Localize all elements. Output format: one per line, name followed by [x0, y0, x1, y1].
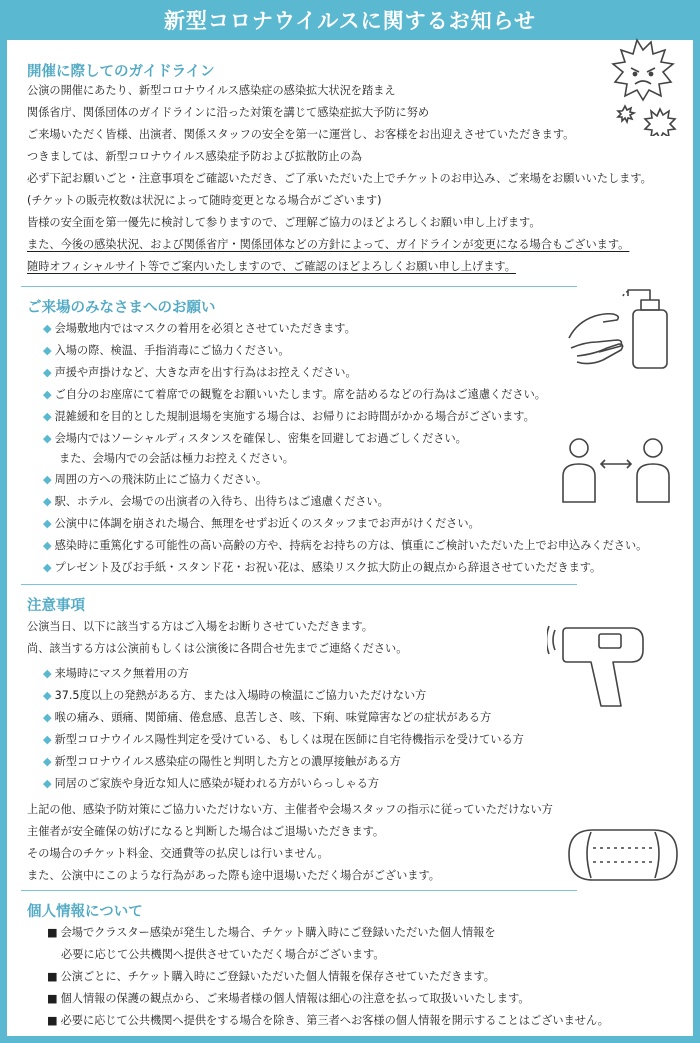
- notes-outro-line: 上記の他、感染予防対策にご協力いただけない方、主催者や会場スタッフの指示に従っていただけない方: [27, 803, 553, 816]
- list-item: ■ 会場でクラスター感染が発生した場合、チケット購入時にご登録いただいた個人情報を: [47, 926, 496, 939]
- guidelines-line: 皆様の安全面を第一優先に検討して参りますので、ご理解ご協力のほどよろしくお願い申し上げます。: [27, 216, 541, 229]
- thermometer-gun-icon: [547, 616, 657, 716]
- guidelines-line: 関係省庁、関係団体のガイドラインに沿った対策を講じて感染症拡大予防に努め: [27, 106, 430, 119]
- list-item: ◆ 37.5度以上の発熱がある方、または入場時の検温にご協力いただけない方: [43, 689, 427, 702]
- notes-title: 注意事項: [27, 598, 85, 614]
- notes-outro-line: その場合のチケット料金、交通費等の払戻しは行いません。: [27, 847, 329, 860]
- privacy-title: 個人情報について: [27, 904, 143, 920]
- notes-intro-line: 公演当日、以下に該当する方はご入場をお断りさせていただきます。: [27, 620, 373, 633]
- section-divider: [21, 584, 577, 585]
- guidelines-line: 必ず下記お願いごと・注意事項をご確認いただき、ご了承いただいた上でチケットのお申込み、ご来場をお願いいたします。: [27, 172, 652, 185]
- list-item: ■ 公演ごとに、チケット購入時にご登録いただいた個人情報を保存させていただきます。: [47, 970, 495, 983]
- guidelines-line: (チケットの販売枚数は状況によって随時変更となる場合がございます): [27, 194, 382, 207]
- guidelines-line: 随時オフィシャルサイト等でご案内いたしますので、ご確認のほどよろしくお願い申し上げます。: [27, 260, 516, 273]
- list-item: ◆ 来場時にマスク無着用の方: [43, 667, 189, 680]
- list-item: ◆ 周囲の方への飛沫防止にご協力ください。: [43, 473, 268, 486]
- list-item: ◆ 新型コロナウイルス感染症の陽性と判明した方との濃厚接触がある方: [43, 755, 401, 768]
- guidelines-line: 公演の開催にあたり、新型コロナウイルス感染症の感染拡大状況を踏まえ: [27, 84, 396, 97]
- notes-outro-line: また、公演中にこのような行為があった際も途中退場いただく場合がございます。: [27, 869, 440, 882]
- list-item: ◆ 駅、ホテル、会場での出演者の入待ち、出待ちはご遠慮ください。: [43, 495, 389, 508]
- virus-icon: [599, 36, 691, 136]
- list-item: ◆ 声援や声掛けなど、大きな声を出す行為はお控えください。: [43, 366, 357, 379]
- list-item: ◆ 感染時に重篤化する可能性の高い高齢の方や、持病をお持ちの方は、慎重にご検討いただいた上でお申込みください。: [43, 539, 648, 552]
- list-item: ◆ プレゼント及びお手紙・スタンド花・お祝い花は、感染リスク拡大防止の観点から辞退させていただきます。: [43, 561, 602, 574]
- list-item: ◆ 同居のご家族や身近な知人に感染が疑われる方がいらっしゃる方: [43, 777, 380, 790]
- list-item: ■ 必要に応じて公共機関へ提供をする場合を除き、第三者へお客様の個人情報を開示することはございません。: [47, 1014, 609, 1027]
- guidelines-title: 開催に際してのガイドライン: [27, 64, 215, 80]
- guidelines-line: また、今後の感染状況、および関係省庁・関係団体などの方針によって、ガイドラインが変更になる場合もございます。: [27, 238, 630, 251]
- notes-intro-line: 尚、該当する方は公演前もしくは公演後に各問合せ先までご連絡ください。: [27, 642, 408, 655]
- requests-title: ご来場のみなさまへのお願い: [27, 300, 216, 316]
- list-item: ◆ ご自分のお座席にて着席での観覧をお願いいたします。席を詰めるなどの行為はご遠慮ください。: [43, 388, 546, 401]
- notes-outro-line: 主催者が安全確保の妨げになると判断した場合はご退場いただきます。: [27, 825, 385, 838]
- mask-icon: [563, 824, 683, 886]
- list-item: ◆ 会場内ではソーシャルディスタンスを確保し、密集を回避してお過ごしください。: [43, 432, 467, 445]
- list-item: ◆ 喉の痛み、頭痛、関節痛、倦怠感、息苦しさ、咳、下痢、味覚障害などの症状がある方: [43, 711, 492, 724]
- guidelines-line: ご来場いただく皆様、出演者、関係スタッフの安全を第一に運営し、お客様をお出迎えさせていただきます。: [27, 128, 575, 141]
- section-divider: [21, 286, 577, 287]
- list-item-continuation: また、会場内での会話は極力お控えください。: [59, 452, 294, 465]
- list-item: ◆ 入場の際、検温、手指消毒にご協力ください。: [43, 344, 290, 357]
- section-divider: [21, 890, 577, 891]
- list-item: ■ 個人情報の保護の観点から、ご来場者様の個人情報は細心の注意を払って取扱いいたします。: [47, 992, 530, 1005]
- list-item: ◆ 新型コロナウイルス陽性判定を受けている、もしくは現在医師に自宅待機指示を受けている方: [43, 733, 524, 746]
- list-item: ◆ 公演中に体調を崩された場合、無理をせずお近くのスタッフまでお声がけください。: [43, 517, 480, 530]
- social-distance-icon: [557, 436, 677, 504]
- list-item: ◆ 混雑緩和を目的とした規制退場を実施する場合は、お帰りにお時間がかかる場合がございます。: [43, 410, 535, 423]
- list-item: ◆ 会場敷地内ではマスクの着用を必須とさせていただきます。: [43, 322, 356, 335]
- list-item-continuation: 必要に応じて公共機関へ提供させていただく場合がございます。: [61, 948, 385, 961]
- hand-sanitizer-icon: [563, 276, 675, 376]
- page-title: 新型コロナウイルスに関するお知らせ: [7, 0, 693, 40]
- guidelines-line: つきましては、新型コロナウイルス感染症予防および拡散防止の為: [27, 150, 362, 163]
